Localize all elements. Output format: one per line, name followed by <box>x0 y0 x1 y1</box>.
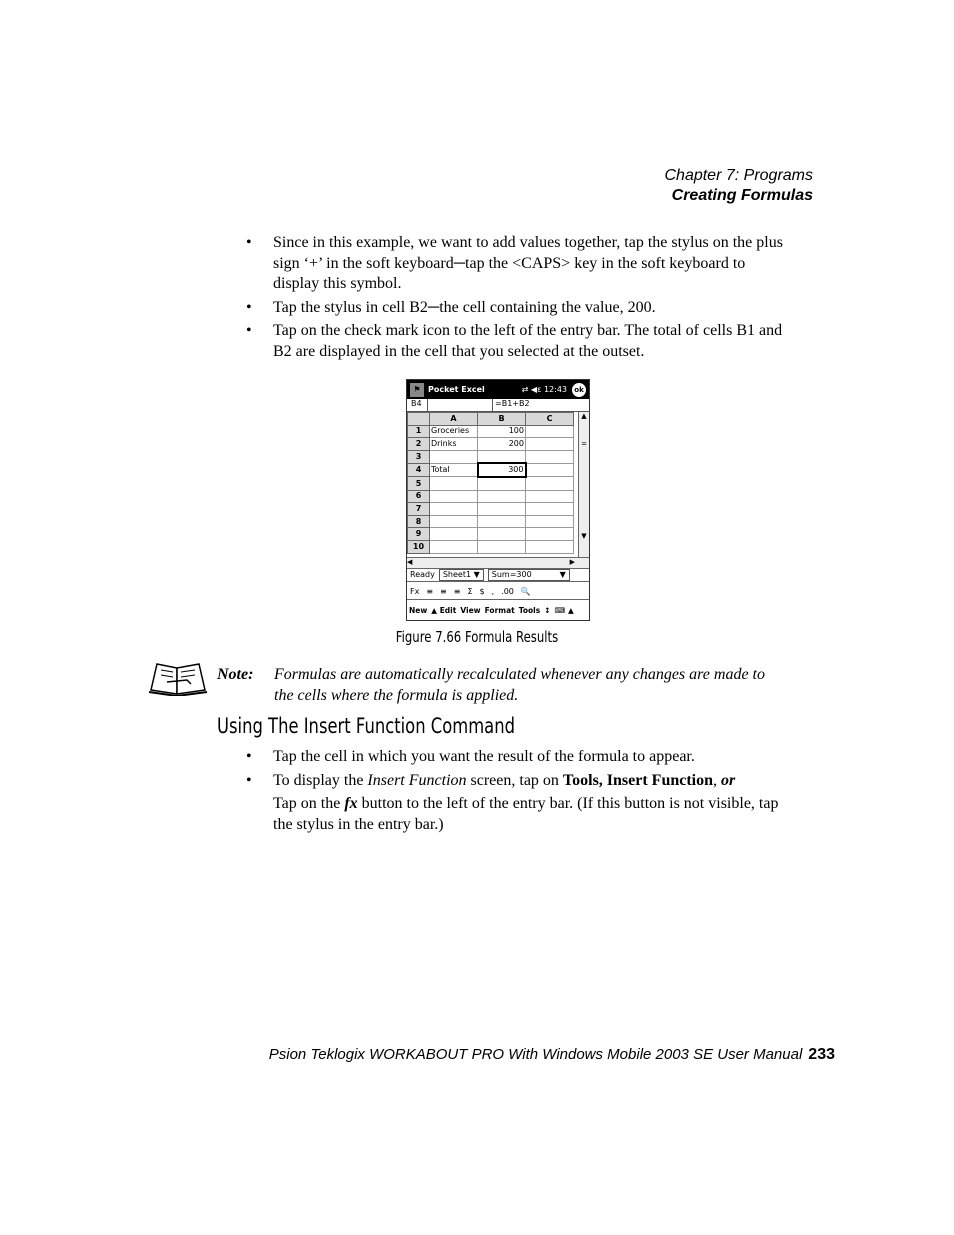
cell[interactable] <box>526 463 574 477</box>
format-toolbar <box>407 583 589 600</box>
table-row <box>408 438 574 451</box>
currency-icon[interactable]: $ <box>479 586 485 596</box>
note-book-icon <box>147 660 209 696</box>
list-item: • To display the Insert Function screen, tap on Tools, Insert Function, or Tap on the fx button to the left of the entry bar. (If this button is not visible, tap the stylus in the entry bar.) <box>242 771 787 836</box>
decimal-icon[interactable]: .00 <box>501 586 514 596</box>
table-row <box>408 477 574 490</box>
cell[interactable] <box>526 503 574 516</box>
table-row <box>408 503 574 516</box>
row-header[interactable]: 10 <box>408 540 430 553</box>
start-flag-icon: ⚑ <box>410 383 424 397</box>
cell[interactable] <box>430 540 478 553</box>
cell[interactable] <box>478 503 526 516</box>
table-row <box>408 528 574 541</box>
cell[interactable] <box>526 540 574 553</box>
menu-edit[interactable]: ▲ Edit <box>431 606 457 615</box>
menu-new[interactable]: New <box>409 606 428 615</box>
cell[interactable] <box>478 540 526 553</box>
menu-format[interactable]: Format <box>484 606 515 615</box>
note-label: Note: <box>217 666 254 683</box>
menu-bar <box>407 601 589 620</box>
align-center-icon[interactable]: ≡ <box>440 586 447 596</box>
cell[interactable] <box>430 450 478 463</box>
autosum-icon[interactable]: Σ <box>467 586 473 596</box>
menu-view[interactable]: View <box>460 606 481 615</box>
bullet-list-insert-function <box>242 747 787 838</box>
row-header[interactable]: 7 <box>408 503 430 516</box>
cell[interactable] <box>478 515 526 528</box>
comma-icon[interactable]: , <box>491 586 495 596</box>
row-header[interactable]: 4 <box>408 463 430 477</box>
title-bar <box>407 380 589 399</box>
table-row <box>408 425 574 438</box>
autocalc-selector[interactable]: Sum=300 ▼ <box>488 569 570 581</box>
cell[interactable] <box>478 450 526 463</box>
running-header <box>664 166 813 206</box>
cell[interactable] <box>526 438 574 451</box>
zoom-icon[interactable]: 🔍 <box>520 586 531 596</box>
column-header[interactable]: B <box>478 413 526 426</box>
align-left-icon[interactable]: ≡ <box>426 586 434 596</box>
column-header[interactable]: A <box>430 413 478 426</box>
table-row <box>408 450 574 463</box>
cell[interactable] <box>526 515 574 528</box>
toolbar-toggle-icon[interactable]: ↕ <box>544 606 551 615</box>
cell[interactable] <box>430 477 478 490</box>
row-header[interactable]: 3 <box>408 450 430 463</box>
cell[interactable]: Total <box>430 463 478 477</box>
cell[interactable] <box>526 450 574 463</box>
cell[interactable] <box>478 490 526 503</box>
list-item: • Since in this example, we want to add values together, tap the stylus on the plus sign ‘+’ in the soft keyboard─tap the <CAPS> key in the soft keyboard to display this symbol. <box>242 233 787 295</box>
vertical-scrollbar[interactable] <box>578 412 589 558</box>
scroll-up-icon[interactable]: ▲ <box>581 412 587 420</box>
list-item: • Tap on the check mark icon to the left of the entry bar. The total of cells B1 and B2 are displayed in the cell that you selected at the outset. <box>242 321 787 362</box>
section-title: Creating Formulas <box>671 187 813 204</box>
scroll-right-icon[interactable]: ▶ <box>569 558 575 566</box>
table-row <box>408 515 574 528</box>
ready-status: Ready <box>410 570 435 579</box>
spreadsheet-grid <box>407 412 574 554</box>
table-row <box>408 490 574 503</box>
align-right-icon[interactable]: ≡ <box>453 586 461 596</box>
table-row <box>408 463 574 477</box>
list-item: • Tap the cell in which you want the result of the formula to appear. <box>242 747 787 768</box>
scroll-left-icon[interactable]: ◀ <box>407 558 413 566</box>
menu-tools[interactable]: Tools <box>518 606 541 615</box>
selected-cell[interactable]: 300 <box>478 463 526 477</box>
row-header[interactable]: 9 <box>408 528 430 541</box>
cell[interactable] <box>526 477 574 490</box>
status-indicators: ⇄ ◀ε 12:43 <box>521 385 567 394</box>
ok-button[interactable]: ok <box>572 383 586 397</box>
footer-title: Psion Teklogix WORKABOUT PRO With Windows Mobile 2003 SE User Manual <box>268 1046 803 1063</box>
section-heading: Using The Insert Function Command <box>217 714 515 738</box>
keyboard-icon[interactable]: ⌨ ▲ <box>554 606 574 615</box>
sub-paragraph: Tap on the fx button to the left of the entry bar. (If this button is not visible, tap the stylus in the entry bar.) <box>273 795 779 833</box>
chapter-title: Chapter 7: Programs <box>664 167 813 184</box>
cell-reference: B4 <box>407 399 428 411</box>
table-row <box>408 540 574 553</box>
sheet-selector[interactable]: Sheet1 ▼ <box>439 569 484 581</box>
pocket-excel-screenshot <box>406 379 590 621</box>
column-header[interactable]: C <box>526 413 574 426</box>
cell[interactable]: Groceries <box>430 425 478 438</box>
formula-text[interactable]: =B1+B2 <box>495 399 530 408</box>
page-number: 233 <box>808 1046 835 1063</box>
row-header[interactable]: 6 <box>408 490 430 503</box>
cell[interactable] <box>526 528 574 541</box>
cell[interactable]: 100 <box>478 425 526 438</box>
cell[interactable] <box>526 425 574 438</box>
cell[interactable]: 200 <box>478 438 526 451</box>
row-header[interactable]: 1 <box>408 425 430 438</box>
function-icon[interactable]: Fx <box>410 586 420 596</box>
cell[interactable] <box>430 515 478 528</box>
cell[interactable] <box>430 503 478 516</box>
app-title: Pocket Excel <box>428 385 485 394</box>
scroll-down-icon[interactable]: ▼ <box>581 532 587 540</box>
note-text: Formulas are automatically recalculated whenever any changes are made to the cells where the formula is applied. <box>274 666 765 704</box>
cell[interactable] <box>478 477 526 490</box>
cell[interactable] <box>430 490 478 503</box>
row-header[interactable]: 8 <box>408 515 430 528</box>
figure-caption: Figure 7.66 Formula Results <box>395 628 559 646</box>
note-block <box>217 664 787 706</box>
column-headers <box>408 413 574 426</box>
page-footer <box>269 1046 835 1064</box>
bullet-list-steps <box>242 233 787 365</box>
cell[interactable] <box>430 528 478 541</box>
status-bar <box>407 568 589 582</box>
list-item: • Tap the stylus in cell B2─the cell containing the value, 200. <box>242 298 787 319</box>
cell[interactable]: Drinks <box>430 438 478 451</box>
row-header[interactable]: 5 <box>408 477 430 490</box>
row-header[interactable]: 2 <box>408 438 430 451</box>
cell[interactable] <box>526 490 574 503</box>
scroll-thumb-icon[interactable]: = <box>581 440 587 448</box>
entry-bar[interactable] <box>407 399 589 412</box>
cell[interactable] <box>478 528 526 541</box>
